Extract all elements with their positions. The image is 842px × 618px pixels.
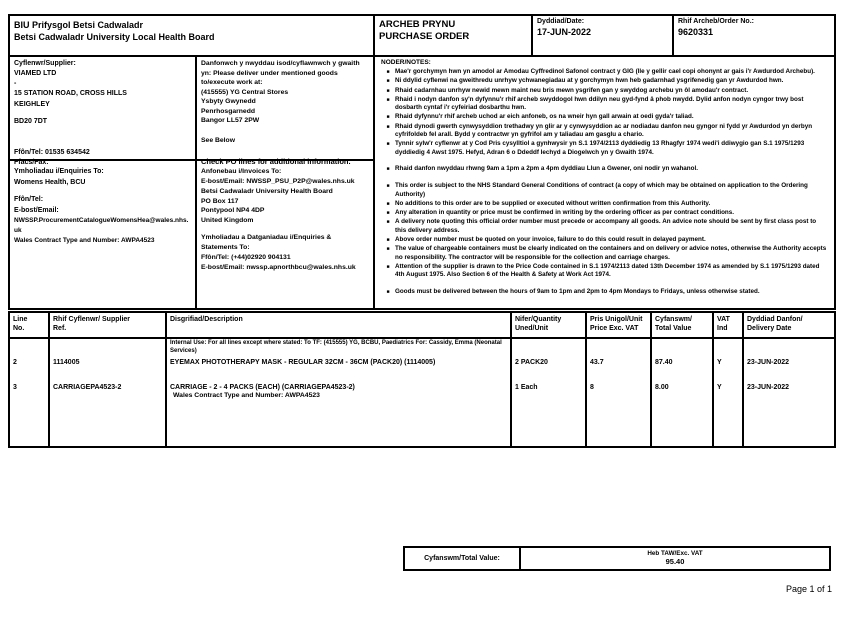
totals-box [403,546,831,571]
enquiries-block [10,161,197,308]
notes-block [375,57,834,308]
note-item: ■ No additions to this order are to be supplied or executed without written confirmation from this Authority. [381,200,828,208]
bullet-icon: ■ [386,96,390,103]
cell-total-value: 87.40 [651,356,713,381]
note-item: ■ Rhaid i nodyn danfon sy'n dyfynnu'r rhif archeb swyddogol hwn ddilyn neu gyd-fynd â phob nwydd. Dylid anfon nodyn cyngor trwy bost dosbarth cyntaf i'r cyfeiriad dosbarthu hwn. [381,96,828,113]
doc-title-welsh: ARCHEB PRYNU [379,19,456,30]
totals-amount: 95.40 [665,557,685,567]
items-table [8,311,836,448]
bullet-icon: ■ [386,219,390,226]
supplier-address1: 15 STATION ROAD, CROSS HILLS [14,90,127,98]
totals-label: Cyfanswm/Total Value: [405,548,521,569]
invoices-org: Betsi Cadwaladr University Health Board [201,187,333,195]
col-header-vat-ind: VAT Ind [713,312,743,338]
col-header-line-no: Line No. [9,312,49,338]
cell-vat-ind: Y [713,381,743,406]
invoices-label: Anfonebau i/Invoices To: [201,168,282,175]
table-row [9,381,835,406]
cell-delivery-date: 23-JUN-2022 [743,381,835,406]
note-item: ■ Rhaid dynodi gwerth cynwysyddion trethadwy yn glir ar y cynwysyddion ac ar nodiadau danfon neu gyngor ni fydd yr Awdurdod yn derbyn cyfrifoldeb fel arall. Bydd y contractwr yn gyfrifol am y taliadau am gasglu a chario. [381,123,828,140]
org-name-english: Betsi Cadwaladr University Local Health Board [14,32,215,43]
note-item: ■ Rhaid cadarnhau unrhyw newid mewn maint neu bris mewn ysgrifen gan y swyddog archebu yn ôl amodau'r contract. [381,87,828,95]
note-item: ■ Above order number must be quoted on your invoice, failure to do this could result in delayed payment. [381,236,828,244]
col-header-delivery-date: Dyddiad Danfon/ Delivery Date [743,312,835,338]
col-header-quantity: Nifer/Quantity Uned/Unit [511,312,586,338]
cell-vat-ind: Y [713,356,743,381]
items-table-header-row [9,312,835,338]
deliver-address3: Penrhosgarnedd [201,107,256,115]
note-item: ■ The value of chargeable containers must be clearly indicated on the containers and on delivery or advice notes, otherwise the Authority accepts no responsibility. The contractor will be responsible for the collection and carriage charges. [381,245,828,262]
order-number-label: Rhif Archeb/Order No.: [678,18,754,25]
notes-title: NODER/NOTES: [381,59,431,66]
po-header-block [8,14,836,310]
enquiries-name: Womens Health, BCU [14,178,86,186]
order-date [533,16,674,57]
order-number-value: 9620331 [678,27,714,37]
invoices-address3: United Kingdom [201,217,254,225]
bullet-icon: ■ [386,200,390,207]
col-header-total-value: Cyfanswm/ Total Value [651,312,713,338]
cell-total-value: 8.00 [651,381,713,406]
bullet-icon: ■ [386,141,390,148]
cell-quantity: 2 PACK20 [511,356,586,381]
note-item: ■ Rhaid dyfynnu'r rhif archeb uchod ar eich anfoneb, os na wneir hyn gall arwain at oedi gyda'r taliad. [381,113,828,121]
statements-tel: Ffôn/Tel: (+44)02920 904131 [201,253,291,261]
invoices-address2: Pontypool NP4 4DP [201,207,265,215]
deliver-address2: Ysbyty Gwynedd [201,98,256,106]
org-name-welsh: BIU Prifysgol Betsi Cadwaladr [14,20,144,30]
doc-title [375,16,533,57]
cell-description: CARRIAGE - 2 - 4 PACKS (EACH) (CARRIAGEPA4523-2) Wales Contract Type and Number: AWPA4523 [166,381,511,406]
cell-line-no: 2 [9,356,49,381]
bullet-icon: ■ [386,263,390,270]
order-date-value: 17-JUN-2022 [537,27,592,37]
enquiries-email: NWSSP.ProcurementCatalogueWomensHea@wales.nhs.uk [14,217,189,234]
notes-list-welsh [381,68,828,173]
supplier-line2: - [14,80,17,88]
cell-line-no: 3 [9,381,49,406]
cell-unit-price: 8 [586,381,651,406]
cell-supplier-ref: 1114005 [49,356,166,381]
cell-description: EYEMAX PHOTOTHERAPY MASK - REGULAR 32CM - 36CM (PACK20) (1114005) [166,356,511,381]
supplier-label: Cyflenwr/Supplier: [14,60,76,67]
bullet-icon: ■ [386,246,390,253]
deliver-to-label: Danfonwch y nwyddau isod/cyflawnwch y gwaith yn: Please deliver under mentioned goods to/execute work at: [201,60,360,87]
bullet-icon: ■ [386,288,390,295]
supplier-block [10,57,197,166]
supplier-name: VIAMED LTD [14,70,57,78]
note-item: ■ Mae'r gorchymyn hwn yn amodol ar Amodau Cyffredinol Safonol contract y GIG (lle y gellir cael copi ohonynt ar gais i'r Awdurdod Archebu). [381,68,828,76]
bullet-icon: ■ [386,183,390,190]
deliver-to-block [197,57,375,167]
col-header-unit-price: Pris Unigol/Unit Price Exc. VAT [586,312,651,338]
cell-supplier-ref: CARRIAGEPA4523-2 [49,381,166,406]
statements-email: E-bost/Email: nwssp.apnorthbcu@wales.nhs.uk [201,263,356,271]
deliver-address4: Bangor LL57 2PW [201,117,260,125]
cell-delivery-date: 23-JUN-2022 [743,356,835,381]
statements-label: Ymholiadau a Datganiadau i/Enquiries & Statements To: [201,234,332,251]
supplier-address2: KEIGHLEY [14,100,50,108]
cell-description-contract: Wales Contract Type and Number: AWPA4523 [173,392,320,399]
note-item: ■ Tynnir sylw'r cyflenwr at y Cod Pris cysylltiol a gynhwysir yn S.1 1974/2113 dyddiedig 13 Rhagfyr 1974 wedi'i ddiwygio gan S.1 1975/1293 dyddiedig 4 Awst 1975. Hefyd, Adran 6 o Ddeddf Iechyd a Diogelwch yn y Gwaith 1974. [381,140,828,157]
note-item: ■ A delivery note quoting this official order number must precede or accompany all goods. An advice note should be sent by first class post to this delivery address. [381,218,828,235]
notes-list-english [381,182,828,296]
filler-row [9,406,835,447]
bullet-icon: ■ [386,69,390,75]
page-number: Page 1 of 1 [785,584,832,594]
supplier-fax: Ffacs/Fax: [14,158,49,166]
bullet-icon: ■ [386,123,390,130]
totals-value [521,548,829,569]
table-row [9,356,835,381]
invoices-address1: PO Box 117 [201,197,239,205]
bullet-icon: ■ [386,237,390,244]
invoices-block [197,161,375,308]
deliver-address1: (415555) YG Central Stores [201,88,289,96]
internal-use-note: Internal Use: For all lines except where stated: To TF: (415555) YG, BCBU, Paediatrics For: Cassidy, Emma (Neonatal Services) [170,340,502,354]
note-item: ■ Ni ddylid cyflenwi na gweithredu unrhyw ychwanegiadau at y gorchymyn hwn heb gadarnhad ysgrifenedig gan yr Awdurdod hwn. [381,77,828,85]
bullet-icon: ■ [386,87,390,94]
supplier-postcode: BD20 7DT [14,117,48,125]
enquiries-label: Ymholiadau i/Enquiries To: [14,168,104,175]
cell-quantity: 1 Each [511,381,586,406]
note-item: ■ Goods must be delivered between the hours of 9am to 1pm and 2pm to 4pm Mondays to Fridays, unless otherwise stated. [381,288,828,296]
internal-use-row [9,338,835,356]
invoices-email: E-bost/Email: NWSSP_PSU_P2P@wales.nhs.uk [201,177,355,185]
note-item: ■ This order is subject to the NHS Standard General Conditions of contract (a copy of which may be obtained on application to the Ordering Authority) [381,182,828,199]
totals-exc-vat-label: Heb TAW/Exc. VAT [647,549,703,557]
see-below-note: See Below [201,136,235,144]
doc-title-english: PURCHASE ORDER [379,31,470,43]
note-item: ■ Rhaid danfon nwyddau rhwng 9am a 1pm a 2pm a 4pm dyddiau Llun a Gwener, oni nodir yn wahanol. [381,165,828,173]
enquiries-tel-label: Ffôn/Tel: [14,196,44,203]
order-date-label: Dyddiad/Date: [537,18,585,25]
order-number [674,16,834,57]
col-header-description: Disgrifiad/Description [166,312,511,338]
bullet-icon: ■ [386,78,390,85]
bullet-icon: ■ [386,165,390,172]
supplier-tel: Ffôn/Tel: 01535 634542 [14,148,90,156]
check-po-lines-note: Check PO lines for additional information. [201,157,351,167]
bullet-icon: ■ [386,114,390,121]
note-item: ■ Attention of the supplier is drawn to the Price Code contained in S.1 1974/2113 dated 13th December 1974 as amended by S.1 1975/1293 dated 4th August 1975. Also Section 6 of the Health & Safety at Work Act 1974. [381,263,828,280]
enquiries-contract: Wales Contract Type and Number: AWPA4523 [14,236,155,244]
cell-unit-price: 43.7 [586,356,651,381]
bullet-icon: ■ [386,210,390,217]
org-header [10,16,375,57]
enquiries-email-label: E-bost/Email: [14,206,59,214]
note-item: ■ Any alteration in quantity or price must be confirmed in writing by the ordering officer as per contract conditions. [381,209,828,217]
col-header-supplier-ref: Rhif Cyflenwr/ Supplier Ref. [49,312,166,338]
